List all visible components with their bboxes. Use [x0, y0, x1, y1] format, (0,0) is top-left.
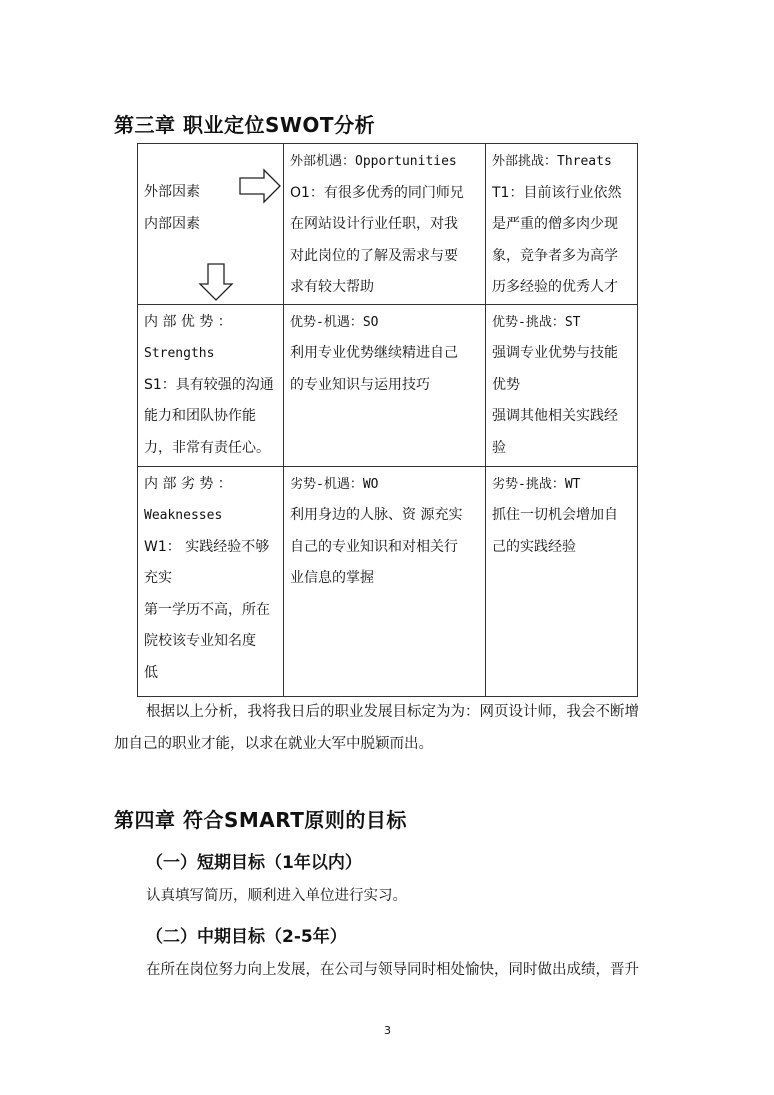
strengths-cell — [138, 304, 284, 466]
so-line: 利用专业优势继续精进自己 — [290, 345, 458, 361]
st-cell — [486, 304, 638, 466]
st-line: 验 — [492, 439, 506, 456]
weaknesses-cell — [138, 466, 284, 696]
wt-line: 抓住一切机会增加自 — [492, 507, 618, 523]
weaknesses-line: 第一学历不高，所在 — [144, 601, 270, 618]
opportunities-line: 对此岗位的了解及需求与要 — [290, 247, 458, 264]
mid-term-text: 在所在岗位努力向上发展，在公司与领导同时相处愉快，同时做出成绩，晋升 — [146, 962, 639, 978]
opportunities-line: 求有较大帮助 — [290, 279, 374, 295]
weaknesses-line: Weaknesses — [144, 508, 223, 523]
threats-header: 外部挑战：Threats — [492, 154, 612, 169]
threats-cell — [486, 144, 638, 305]
swot-corner-cell — [138, 144, 284, 305]
strengths-line: S1：具有较强的沟通 — [144, 376, 274, 393]
opportunities-header: 外部机遇：Opportunities — [290, 154, 457, 169]
wo-line: 自己的专业知识和对相关行 — [290, 538, 458, 555]
strengths-header: 内 部 优 势 ： — [144, 313, 232, 330]
swot-row-header — [138, 144, 638, 305]
threats-line: 历多经验的优秀人才 — [492, 279, 618, 295]
threats-line: 象，竞争者多为高学 — [492, 247, 618, 264]
st-header: 优势-挑战：ST — [492, 314, 581, 330]
wt-cell — [486, 466, 638, 696]
wt-header: 劣势-挑战：WT — [492, 476, 581, 492]
short-term-text: 认真填写简历，顺利进入单位进行实习。 — [146, 888, 407, 904]
threats-line: T1：目前该行业依然 — [492, 184, 622, 201]
swot-row-weaknesses — [138, 466, 638, 696]
strengths-line: Strengths — [144, 346, 215, 361]
mid-term-heading: （二）中期目标（2-5年） — [146, 927, 347, 947]
st-line: 强调专业优势与技能 — [492, 345, 618, 361]
external-factors-label: 外部因素 — [144, 184, 200, 200]
summary-line-2: 加自己的职业才能，以求在就业大军中脱颖而出。 — [114, 736, 433, 752]
chapter3-title: 第三章 职业定位SWOT分析 — [114, 113, 376, 137]
right-arrow-icon — [238, 168, 282, 204]
internal-factors-label: 内部因素 — [144, 216, 200, 232]
wt-line: 己的实践经验 — [492, 538, 576, 555]
page-number: 3 — [384, 1024, 391, 1037]
summary-line-1: 根据以上分析，我将我日后的职业发展目标定为为：网页设计师，我会不断增 — [146, 704, 639, 720]
opportunities-line: O1：有很多优秀的同门师兄 — [290, 184, 464, 201]
wo-cell — [284, 466, 486, 696]
opportunities-cell — [284, 144, 486, 305]
chapter4-title: 第四章 符合SMART原则的目标 — [114, 808, 407, 832]
so-line: 的专业知识与运用技巧 — [290, 376, 430, 393]
so-cell — [284, 304, 486, 466]
st-line: 优势 — [492, 376, 520, 393]
wo-line: 业信息的掌握 — [290, 570, 374, 586]
down-arrow-icon — [198, 262, 234, 302]
so-header: 优势-机遇：SO — [290, 314, 379, 330]
strengths-line: 力，非常有责任心。 — [144, 439, 270, 456]
weaknesses-header: 内 部 劣 势 ： — [144, 475, 232, 492]
threats-line: 是严重的僧多肉少现 — [492, 216, 618, 232]
wo-line: 利用身边的人脉、资 源充实 — [290, 507, 463, 523]
weaknesses-line: W1： 实践经验不够 — [144, 538, 270, 555]
st-line: 强调其他相关实践经 — [492, 408, 618, 424]
strengths-line: 能力和团队协作能 — [144, 408, 256, 424]
short-term-heading: （一）短期目标（1年以内） — [146, 853, 362, 873]
wo-header: 劣势-机遇：WO — [290, 476, 379, 492]
weaknesses-line: 院校该专业知名度 — [144, 633, 256, 649]
weaknesses-line: 充实 — [144, 570, 172, 586]
opportunities-line: 在网站设计行业任职，对我 — [290, 216, 458, 232]
swot-row-strengths — [138, 304, 638, 466]
weaknesses-line: 低 — [144, 664, 158, 681]
swot-table — [137, 143, 638, 697]
